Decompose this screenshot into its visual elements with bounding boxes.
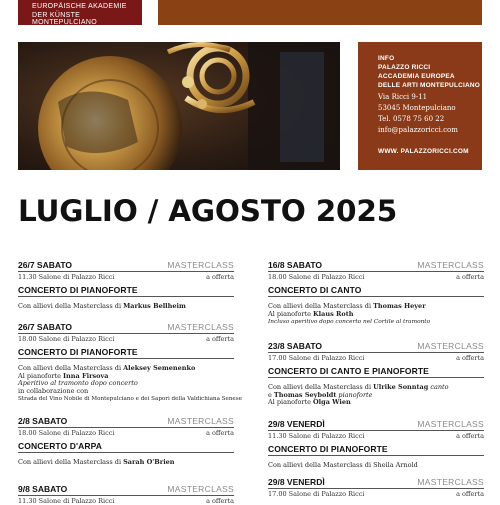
event-card <box>268 260 484 326</box>
event-price: a offerta <box>456 354 484 362</box>
event-date: 29/8 VENERDÌ <box>268 419 325 429</box>
event-time-venue: 11.30 Salone di Palazzo Ricci <box>18 273 115 281</box>
akademie-line-2: DER KÜNSTE MONTEPULCIANO <box>32 12 97 26</box>
event-price: a offerta <box>206 335 234 343</box>
event-type: MASTERCLASS <box>167 416 234 426</box>
event-description: Con allievi della Masterclass di Thomas Heyer Al pianoforte Klaus Roth Incluso aperitivo dopo concerto nel Cortile al tramonto <box>268 302 431 326</box>
event-divider <box>18 271 234 272</box>
event-card <box>18 416 234 466</box>
info-org-line-1: PALAZZO RICCI <box>378 64 431 71</box>
info-phone: Tel. 0578 75 60 22 <box>378 115 445 123</box>
event-price: a offerta <box>456 432 484 440</box>
event-description: Con allievi della Masterclass di Ulrike Sonntag canto e Thomas Seyboldt pianoforte Al pianoforte Olga Wien <box>268 383 449 407</box>
info-address: Via Ricci 9-11 <box>378 93 428 101</box>
top-color-bar <box>158 0 482 25</box>
event-date: 26/7 SABATO <box>18 322 73 332</box>
info-website[interactable]: WWW. PALAZZORICCI.COM <box>378 148 469 155</box>
page-title: LUGLIO / AGOSTO 2025 <box>18 194 398 228</box>
event-date: 2/8 SABATO <box>18 416 68 426</box>
event-divider <box>268 377 484 378</box>
event-time-venue: 11.30 Salone di Palazzo Ricci <box>268 432 365 440</box>
french-horn-photo <box>18 42 340 170</box>
info-email[interactable]: info@palazzoricci.com <box>378 126 458 134</box>
event-type: MASTERCLASS <box>417 341 484 351</box>
event-divider <box>18 495 234 496</box>
event-title: CONCERTO DI CANTO <box>268 285 362 295</box>
event-divider <box>268 296 484 297</box>
event-description: Con allievi della Masterclass di Markus Bellheim <box>18 302 186 310</box>
event-card <box>268 477 484 500</box>
event-card <box>268 341 484 407</box>
event-type: MASTERCLASS <box>167 322 234 332</box>
akademie-line-1: EUROPÄISCHE AKADEMIE <box>32 3 127 10</box>
photo-graphic <box>18 42 340 170</box>
event-divider <box>268 352 484 353</box>
event-title: CONCERTO DI PIANOFORTE <box>18 285 138 295</box>
event-title: CONCERTO DI CANTO E PIANOFORTE <box>268 366 429 376</box>
event-card <box>18 260 234 310</box>
event-divider <box>268 430 484 431</box>
event-description: Con allievi della Masterclass di Sheila Arnold <box>268 461 418 469</box>
event-title: CONCERTO DI PIANOFORTE <box>268 444 388 454</box>
event-divider <box>18 296 234 297</box>
event-title: CONCERTO DI PIANOFORTE <box>18 347 138 357</box>
event-price: a offerta <box>206 273 234 281</box>
event-divider <box>18 452 234 453</box>
event-time-venue: 18.00 Salone di Palazzo Ricci <box>268 273 365 281</box>
event-divider <box>18 333 234 334</box>
event-type: MASTERCLASS <box>167 484 234 494</box>
event-price: a offerta <box>456 490 484 498</box>
event-date: 9/8 SABATO <box>18 484 68 494</box>
event-card <box>268 419 484 469</box>
event-date: 23/8 SABATO <box>268 341 323 351</box>
event-date: 29/8 VENERDÌ <box>268 477 325 487</box>
event-divider <box>18 358 234 359</box>
event-card <box>18 322 242 403</box>
event-date: 16/8 SABATO <box>268 260 323 270</box>
event-time-venue: 18.00 Salone di Palazzo Ricci <box>18 429 115 437</box>
event-price: a offerta <box>206 429 234 437</box>
event-card <box>18 484 234 505</box>
event-description: Con allievi della Masterclass di Sarah O'Brien <box>18 458 175 466</box>
event-description: Con allievi della Masterclass di Aleksey Semenenko Al pianoforte Inna Firsova Aperitivo al tramonto dopo concerto in collaborazione con Strada del Vino Nobile di Montepulciano e dei Sapori della Valdichiana Senese <box>18 364 242 403</box>
info-box <box>358 42 482 170</box>
event-divider <box>268 271 484 272</box>
event-type: MASTERCLASS <box>167 260 234 270</box>
event-title: CONCERTO D'ARPA <box>18 441 102 451</box>
event-date: 26/7 SABATO <box>18 260 73 270</box>
event-divider <box>18 427 234 428</box>
event-time-venue: 17.00 Salone di Palazzo Ricci <box>268 490 365 498</box>
event-price: a offerta <box>456 273 484 281</box>
event-time-venue: 17.00 Salone di Palazzo Ricci <box>268 354 365 362</box>
info-org-line-2: ACCADEMIA EUROPEA <box>378 73 455 80</box>
event-divider <box>268 488 484 489</box>
event-type: MASTERCLASS <box>417 260 484 270</box>
event-time-venue: 11.30 Salone di Palazzo Ricci <box>18 497 115 505</box>
akademie-banner <box>18 0 142 25</box>
event-divider <box>268 455 484 456</box>
info-org-line-3: DELLE ARTI MONTEPULCIANO <box>378 82 481 89</box>
event-price: a offerta <box>206 497 234 505</box>
info-label: INFO <box>378 55 395 62</box>
info-city: 53045 Montepulciano <box>378 104 456 112</box>
event-type: MASTERCLASS <box>417 477 484 487</box>
event-time-venue: 18.00 Salone di Palazzo Ricci <box>18 335 115 343</box>
event-type: MASTERCLASS <box>417 419 484 429</box>
